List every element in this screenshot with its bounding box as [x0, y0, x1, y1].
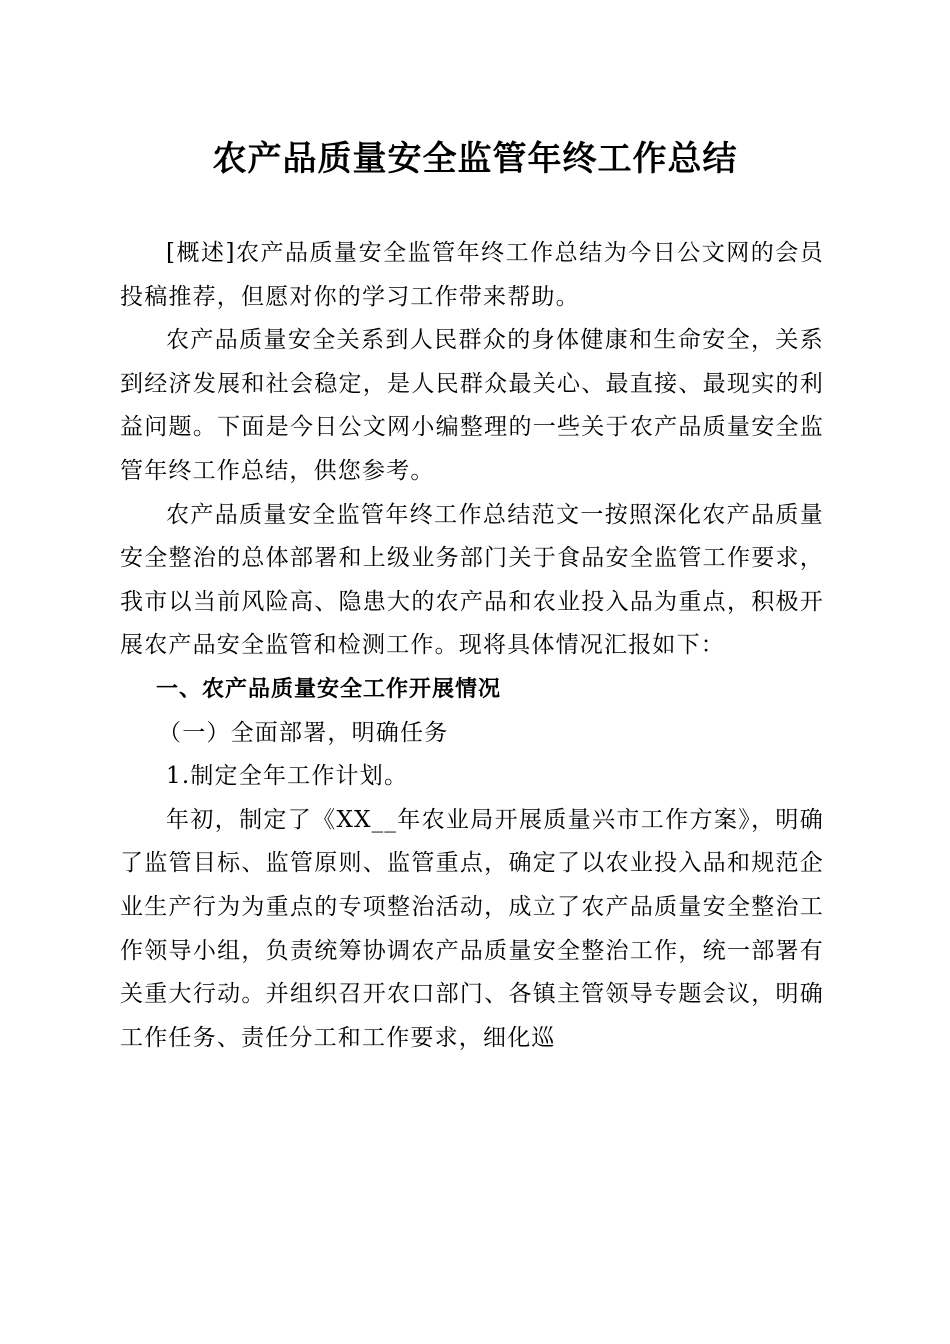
paragraph-overview: 农产品质量安全监管年终工作总结范文一按照深化农产品质量安全整治的总体部署和上级业务部门关于食品安全监管工作要求，我市以当前风险高、隐患大的农产品和农业投入品为重点，积极开展农产品安全监管和检测工作。现将具体情况汇报如下： — [120, 501, 824, 659]
paragraph-intro: 农产品质量安全关系到人民群众的身体健康和生命安全，关系到经济发展和社会稳定，是人民群众最关心、最直接、最现实的利益问题。下面是今日公文网小编整理的一些关于农产品质量安全监管年终工作总结，供您参考。 — [120, 327, 824, 484]
paragraph-plan: 年初，制定了《XX__年农业局开展质量兴市工作方案》，明确了监管目标、监管原则、监管重点，确定了以农业投入品和规范企业生产行为为重点的专项整治活动，成立了农产品质量安全整治工作领导小组，负责统筹协调农产品质量安全整治工作，统一部署有关重大行动。并组织召开农口部门、各镇主管领导专题会议，明确工作任务、责任分工和工作要求，细化巡 — [120, 806, 824, 1051]
section-heading: 一、农产品质量安全工作开展情况 — [156, 676, 502, 702]
paragraph-summary: [概述]农产品质量安全监管年终工作总结为今日公文网的会员投稿推荐，但愿对你的学习工作带来帮助。 — [120, 240, 824, 310]
list-item: 1.制定全年工作计划。 — [166, 763, 409, 790]
document-body — [120, 232, 824, 1060]
subsection-heading: （一）全面部署，明确任务 — [158, 719, 449, 746]
document-title: 农产品质量安全监管年终工作总结 — [212, 139, 738, 179]
